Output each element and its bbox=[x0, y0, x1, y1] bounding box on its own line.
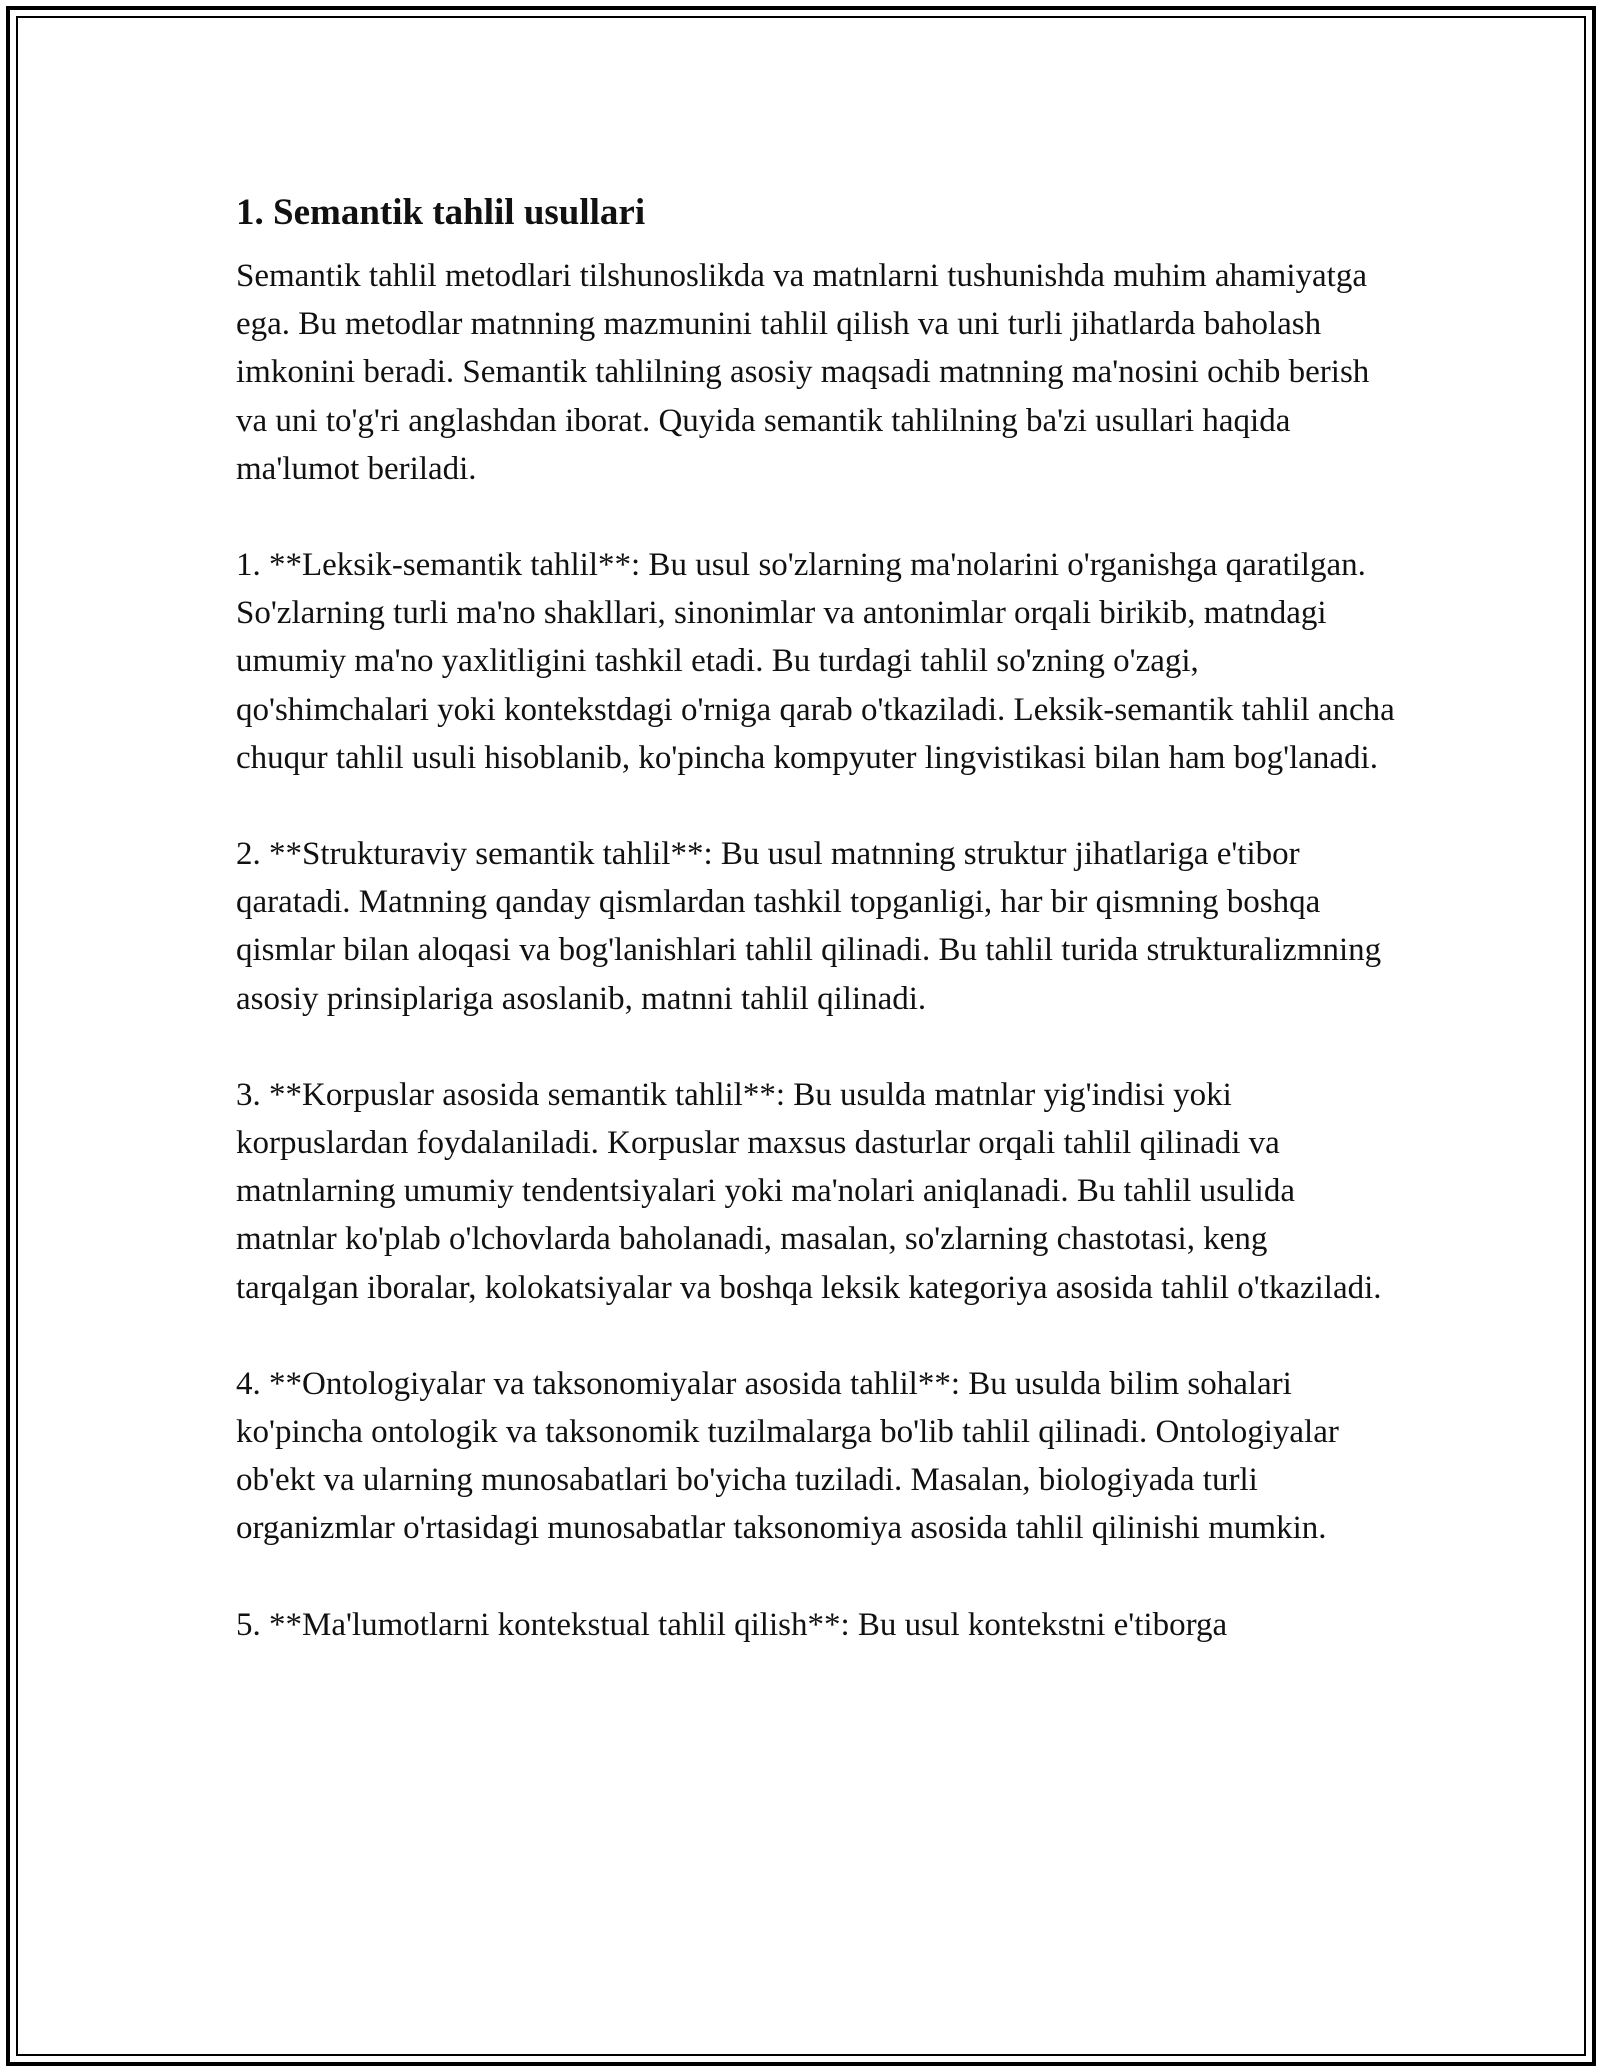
intro-paragraph: Semantik tahlil metodlari tilshunoslikda va matnlarni tushunishda muhim ahamiyatga ega. Bu metodlar matnning mazmunini tahlil qilish va uni turli jihatlarda baholash imkonini beradi. Semantik tahlilning asosiy maqsadi matnning ma'nosini ochib berish va uni to'g'ri anglashdan iborat. Quyida semantik tahlilning ba'zi usullari haqida ma'lumot beriladi. bbox=[236, 258, 1370, 487]
section-heading: 1. Semantik tahlil usullari bbox=[236, 192, 646, 233]
method-paragraph-corpus-based: 3. **Korpuslar asosida semantik tahlil**: Bu usulda matnlar yig'indisi yoki korpuslardan foydalaniladi. Korpuslar maxsus dasturlar orqali tahlil qilinadi va matnlarning umumiy tendentsiyalari yoki ma'nolari aniqlanadi. Bu tahlil usulida matnlar ko'plab o'lchovlarda baholanadi, masalan, so'zlarning chastotasi, keng tarqalgan iboralar, kolokatsiyalar va boshqa leksik kategoriya asosida tahlil o'tkaziladi. bbox=[236, 1076, 1382, 1306]
method-paragraph-structural-semantic: 2. **Strukturaviy semantik tahlil**: Bu usul matnning struktur jihatlariga e'tibor qaratadi. Matnning qanday qismlardan tashkil topganligi, har bir qismning boshqa qismlar bilan aloqasi va bog'lanishlari tahlil qilinadi. Bu tahlil turida strukturalizmning asosiy prinsiplariga asoslanib, matnni tahlil qilinadi. bbox=[236, 836, 1382, 1017]
method-paragraph-contextual: 5. **Ma'lumotlarni kontekstual tahlil qilish**: Bu usul kontekstni e'tiborga bbox=[236, 1606, 1228, 1643]
document-body bbox=[236, 186, 1396, 1649]
method-paragraph-lexical-semantic: 1. **Leksik-semantik tahlil**: Bu usul so'zlarning ma'nolarini o'rganishga qaratilgan. So'zlarning turli ma'no shakllari, sinonimlar va antonimlar orqali birikib, matndagi umumiy ma'no yaxlitligini tashkil etadi. Bu turdagi tahlil so'zning o'zagi, qo'shimchalari yoki kontekstdagi o'rniga qarab o'tkaziladi. Leksik-semantik tahlil ancha chuqur tahlil usuli hisoblanib, ko'pincha kompyuter lingvistikasi bilan ham bog'lanadi. bbox=[236, 547, 1395, 776]
method-paragraph-ontology-taxonomy: 4. **Ontologiyalar va taksonomiyalar asosida tahlil**: Bu usulda bilim sohalari ko'pincha ontologik va taksonomik tuzilmalarga bo'lib tahlil qilinadi. Ontologiyalar ob'ekt va ularning munosabatlari bo'yicha tuziladi. Masalan, biologiyada turli organizmlar o'rtasidagi munosabatlar taksonomiya asosida tahlil qilinishi mumkin. bbox=[236, 1365, 1339, 1547]
